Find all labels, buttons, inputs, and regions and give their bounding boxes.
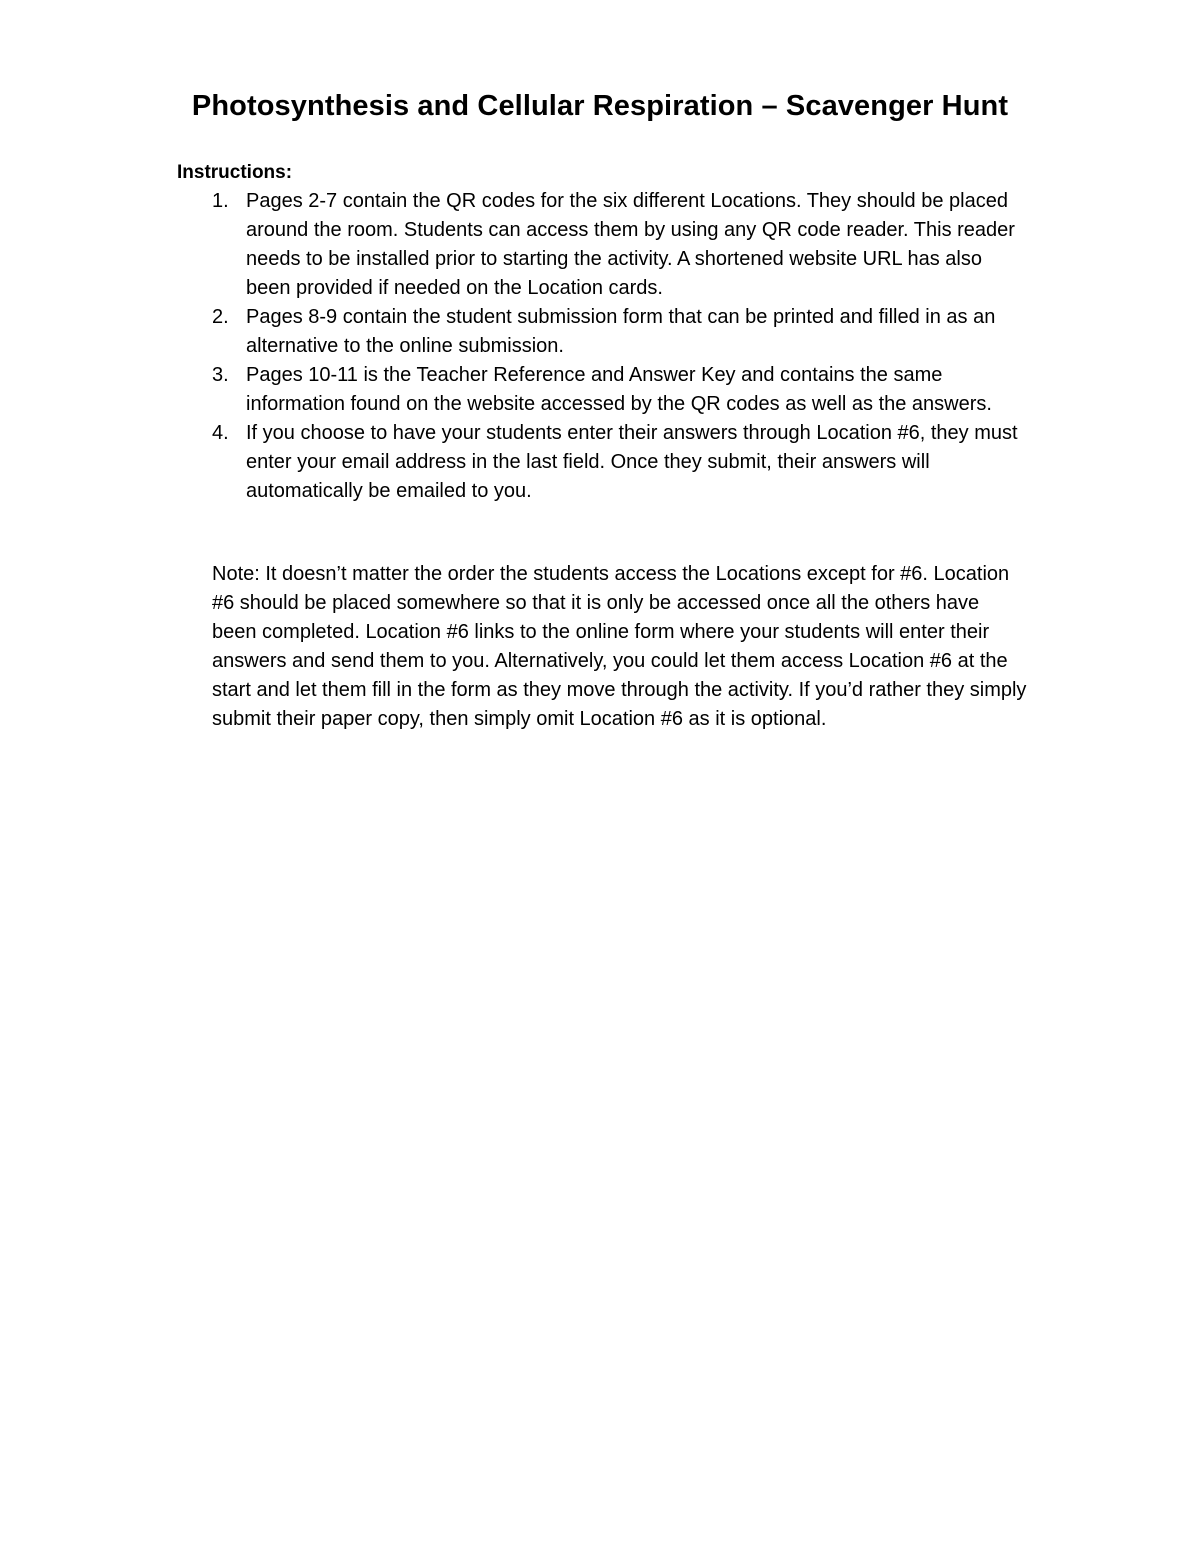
- note-paragraph: Note: It doesn’t matter the order the students access the Locations except for #6. Location #6 should be placed somewhere so that it is only be accessed once all the others have been completed. Location #6 links to the online form where your students will enter their answers and send them to you. Alternatively, you could let them access Location #6 at the start and let them fill in the form as they move through the activity. If you’d rather they simply submit their paper copy, then simply omit Location #6 as it is optional.: [212, 563, 1027, 730]
- instruction-number: 1.: [212, 190, 229, 212]
- instruction-item-2: [177, 303, 1027, 361]
- instruction-item-1: [177, 187, 1027, 303]
- instruction-number: 3.: [212, 364, 229, 386]
- instruction-number: 2.: [212, 306, 229, 328]
- instruction-text: Pages 2-7 contain the QR codes for the six different Locations. They should be placed around the room. Students can access them by using any QR code reader. This reader needs to be installed prior to starting the activity. A shortened website URL has also been provided if needed on the Location cards.: [246, 190, 1015, 299]
- instruction-text: If you choose to have your students enter their answers through Location #6, they must enter your email address in the last field. Once they submit, their answers will automatically be emailed to you.: [246, 422, 1018, 502]
- instruction-number: 4.: [212, 422, 229, 444]
- instruction-item-4: [177, 419, 1027, 506]
- instructions-heading: Instructions:: [177, 162, 293, 183]
- instruction-item-3: [177, 361, 1027, 419]
- instruction-list: [177, 187, 1027, 506]
- instruction-text: Pages 8-9 contain the student submission form that can be printed and filled in as an alternative to the online submission.: [246, 306, 996, 357]
- document-title: Photosynthesis and Cellular Respiration – Scavenger Hunt: [191, 90, 1009, 122]
- instruction-text: Pages 10-11 is the Teacher Reference and Answer Key and contains the same information found on the website accessed by the QR codes as well as the answers.: [246, 364, 992, 415]
